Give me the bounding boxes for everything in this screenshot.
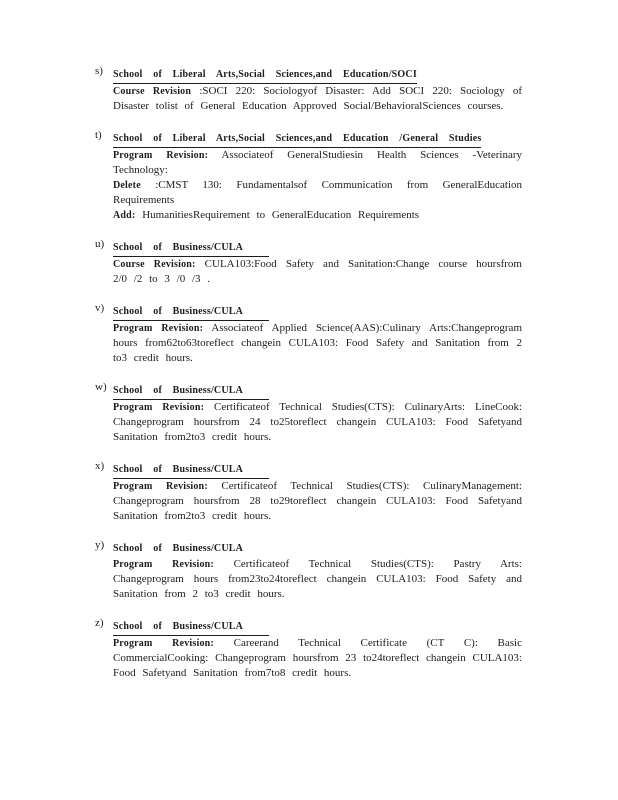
revision-paragraph: Program Revision: Associateof GeneralStudiesin Health Sciences -Veterinary Technology: (113, 149, 522, 176)
item-body (113, 321, 522, 366)
revision-type-label: Delete (113, 180, 141, 191)
item-content (113, 538, 522, 602)
revision-paragraph: Delete :CMST 130: Fundamentalsof Communication from GeneralEducation Requirements (113, 179, 522, 206)
item-label: u) (95, 238, 105, 250)
item-body (113, 148, 522, 223)
item-heading: School of Business/CULA (113, 463, 269, 479)
revision-type-label: Program Revision: (113, 402, 205, 413)
item-heading: School of Liberal Arts,Social Sciences,and Education/SOCI (113, 68, 417, 84)
item-label: y) (95, 539, 105, 551)
item-label: x) (95, 460, 105, 472)
revision-type-label: Program Revision: (113, 150, 209, 161)
item-content (113, 616, 522, 681)
list-item (95, 64, 522, 114)
list-item (95, 459, 522, 524)
revision-paragraph: Add: HumanitiesRequirement to GeneralEducation Requirements (113, 209, 420, 221)
list-item (95, 538, 522, 602)
revision-paragraph: Program Revision: Careerand Technical Certificate (CT C): Basic CommercialCooking: Changeprogram hoursfrom 23 to24toreflect changein CULA103: Food Safetyand Sanitation from7to8 credit hours. (113, 637, 522, 679)
item-heading: School of Business/CULA (113, 543, 244, 554)
revision-type-label: Program Revision: (113, 559, 214, 570)
item-body (113, 479, 522, 524)
revision-type-label: Add: (113, 210, 136, 221)
item-content (113, 237, 522, 287)
revision-paragraph: Program Revision: Certificateof Technical Studies(CTS): CulinaryManagement: Changeprogram hoursfrom 28 to29toreflect changein CULA103: Food Safetyand Sanitation from2to3 credit hours. (113, 480, 522, 522)
item-content (113, 128, 522, 223)
item-heading: School of Business/CULA (113, 241, 269, 257)
revision-type-label: Program Revision: (113, 323, 204, 334)
item-body (113, 636, 522, 681)
revision-paragraph: Program Revision: Associateof Applied Science(AAS):Culinary Arts:Changeprogram hours from62to63toreflect changein CULA103: Food Safety and Sanitation from 2 to3 credit hours. (113, 322, 523, 364)
revision-list (95, 64, 522, 681)
item-content (113, 64, 522, 114)
item-label: v) (95, 302, 105, 314)
list-item (95, 616, 522, 681)
item-label: z) (95, 617, 104, 629)
item-label: t) (95, 129, 102, 141)
item-body (113, 84, 522, 114)
item-content (113, 459, 522, 524)
item-body (113, 557, 522, 602)
item-heading: School of Business/CULA (113, 384, 269, 400)
revision-paragraph: Program Revision: Certificateof Technical Studies(CTS): Pastry Arts: Changeprogram hours from23to24toreflect changein CULA103: Food Safety and Sanitation from 2 to3 credit hours. (113, 558, 522, 600)
revision-type-label: Course Revision: (113, 259, 196, 270)
revision-type-label: Program Revision: (113, 638, 214, 649)
revision-type-label: Course Revision (113, 86, 192, 97)
item-content (113, 380, 522, 445)
item-label: w) (95, 381, 107, 393)
item-body (113, 257, 522, 287)
item-label: s) (95, 65, 103, 77)
list-item (95, 237, 522, 287)
item-content (113, 301, 522, 366)
item-heading: School of Business/CULA (113, 620, 269, 636)
revision-paragraph: Program Revision: Certificateof Technical Studies(CTS): CulinaryArts: LineCook: Changeprogram hoursfrom 24 to25toreflect changein CULA103: Food Safetyand Sanitation from2to3 credit hours. (113, 401, 523, 443)
list-item (95, 128, 522, 223)
revision-paragraph: Course Revision :SOCI 220: Sociologyof Disaster: Add SOCI 220: Sociology of Disaster tolist of General Education Approved Social/BehavioralSciences courses. (113, 85, 522, 112)
list-item (95, 380, 522, 445)
item-body (113, 400, 522, 445)
item-heading: School of Liberal Arts,Social Sciences,and Education /General Studies (113, 132, 481, 148)
revision-paragraph: Course Revision: CULA103:Food Safety and Sanitation:Change course hoursfrom 2/0 /2 to 3 /0 /3 . (113, 258, 522, 285)
revision-type-label: Program Revision: (113, 481, 208, 492)
list-item (95, 301, 522, 366)
item-heading: School of Business/CULA (113, 305, 269, 321)
